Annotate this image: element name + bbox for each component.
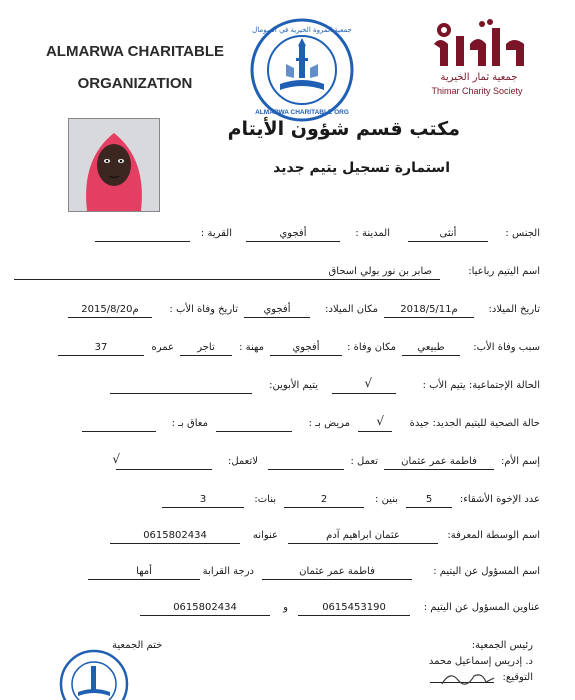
job-field[interactable]: تاجر <box>180 342 232 356</box>
row-gender-city-village <box>20 228 540 248</box>
sons-label: بنين : <box>375 494 398 505</box>
father-death-label: تاريخ وفاة الأب : <box>169 304 238 315</box>
relation-label: درجة القرابة <box>202 566 254 577</box>
works-field[interactable] <box>268 456 344 470</box>
birth-place-label: مكان الميلاد: <box>325 304 378 315</box>
both-parents-field[interactable] <box>110 380 252 394</box>
row-mother <box>20 452 540 476</box>
daughters-label: بنات: <box>254 494 276 505</box>
disabled-field[interactable] <box>82 418 156 432</box>
row-siblings <box>20 494 540 514</box>
row-health-status <box>20 414 540 438</box>
father-death-field[interactable]: 2015/8/20م <box>68 304 152 318</box>
birth-place-field[interactable]: أفجوي <box>244 304 310 318</box>
orphan-photo <box>68 118 160 212</box>
stamp-label: ختم الجمعية <box>112 640 163 651</box>
age-label: عمره <box>151 342 174 353</box>
guardian-label: اسم المسؤول عن اليتيم : <box>433 566 540 577</box>
birth-date-label: تاريخ الميلاد: <box>488 304 540 315</box>
mother-label: إسم الأم: <box>500 456 540 467</box>
sons-field[interactable]: 2 <box>284 494 364 508</box>
sponsor-name-field[interactable]: عثمان ابراهيم آدم <box>288 530 438 544</box>
seal-text-en: ALMARWA CHARITABLE ORG <box>255 109 349 116</box>
gender-field[interactable]: أنثى <box>408 228 488 242</box>
health-good-field[interactable] <box>358 418 392 432</box>
sponsor-phone-label: عنوانه <box>252 530 278 541</box>
relation-field[interactable]: أمها <box>88 566 200 580</box>
row-birth-info <box>20 304 540 324</box>
siblings-field[interactable]: 5 <box>406 494 452 508</box>
page-title: مكتب قسم شؤون الأيتام <box>227 118 460 140</box>
birth-date-field[interactable]: 2018/5/11م <box>384 304 474 318</box>
handwritten-signature <box>438 666 498 690</box>
not-works-field[interactable] <box>116 456 212 470</box>
seal-text-ar: جمعية المروة الخيرية في الصومال <box>252 26 352 34</box>
village-label: القرية : <box>200 228 232 239</box>
and-label: و <box>283 602 288 613</box>
job-label: مهنة : <box>239 342 264 353</box>
row-sponsor <box>20 530 540 550</box>
works-label: تعمل : <box>350 456 378 467</box>
signature-label: التوقيع: <box>502 672 533 683</box>
city-label: المدينة : <box>355 228 390 239</box>
thimar-name-ar: جمعية ثمار الخيرية <box>440 72 518 83</box>
org-name-line1: ALMARWA CHARITABLE <box>45 43 225 60</box>
sick-field[interactable] <box>216 418 292 432</box>
mother-field[interactable]: فاطمة عمر عثمان <box>384 456 494 470</box>
death-cause-field[interactable]: طبيعي <box>402 342 460 356</box>
association-stamp <box>58 648 130 700</box>
sick-label: مريض بـ : <box>308 418 350 429</box>
orphan-name-field[interactable]: صابر بن نور بولي اسحاق <box>14 266 440 280</box>
both-parents-label: يتيم الأبوين: <box>269 380 318 391</box>
guardian-addr-label: عناوين المسؤول عن اليتيم : <box>423 602 540 613</box>
health-good-checkmark: √ <box>376 414 384 428</box>
row-death-info <box>20 342 540 362</box>
org-name-line2: ORGANIZATION <box>77 75 193 92</box>
form-subtitle: استمارة تسجيل يتيم جديد <box>273 160 450 176</box>
city-field[interactable]: أفجوي <box>246 228 340 242</box>
row-guardian-address <box>20 602 540 622</box>
father-orphan-checkmark: √ <box>364 376 372 390</box>
social-label: الحالة الإجتماعية: يتيم الأب : <box>422 380 540 391</box>
disabled-label: معاق بـ : <box>171 418 208 429</box>
guardian-field[interactable]: فاطمة عمر عثمان <box>262 566 412 580</box>
president-name: د. إدريس إسماعيل محمد <box>428 656 533 667</box>
health-label: حالة الصحية لليتيم الجديد: جيدة <box>409 418 540 429</box>
president-label: رئيس الجمعية: <box>471 640 533 651</box>
not-works-label: لاتعمل: <box>227 456 258 467</box>
death-cause-label: سبب وفاة الأب: <box>473 342 540 353</box>
daughters-field[interactable]: 3 <box>162 494 244 508</box>
village-field[interactable] <box>95 228 190 242</box>
thimar-name-en: Thimar Charity Society <box>431 86 523 96</box>
row-social-status <box>20 376 540 400</box>
sponsor-name-label: اسم الوسطة المعرفة: <box>447 530 540 541</box>
orphan-name-label: اسم اليتيم رباعيا: <box>468 266 540 277</box>
siblings-label: عدد الإخوة الأشقاء: <box>459 494 540 505</box>
not-works-checkmark: √ <box>112 452 120 466</box>
guardian-phone2-field[interactable]: 0615802434 <box>140 602 270 616</box>
gender-label: الجنس : <box>505 228 540 239</box>
organization-name-en <box>40 36 230 100</box>
row-guardian <box>20 566 540 586</box>
almarwa-seal-logo <box>250 18 354 122</box>
sponsor-phone-field[interactable]: 0615802434 <box>110 530 240 544</box>
row-orphan-name <box>20 266 540 286</box>
age-field[interactable]: 37 <box>58 342 144 356</box>
death-place-field[interactable]: أفجوي <box>270 342 342 356</box>
death-place-label: مكان وفاة : <box>347 342 396 353</box>
guardian-phone1-field[interactable]: 0615453190 <box>298 602 410 616</box>
